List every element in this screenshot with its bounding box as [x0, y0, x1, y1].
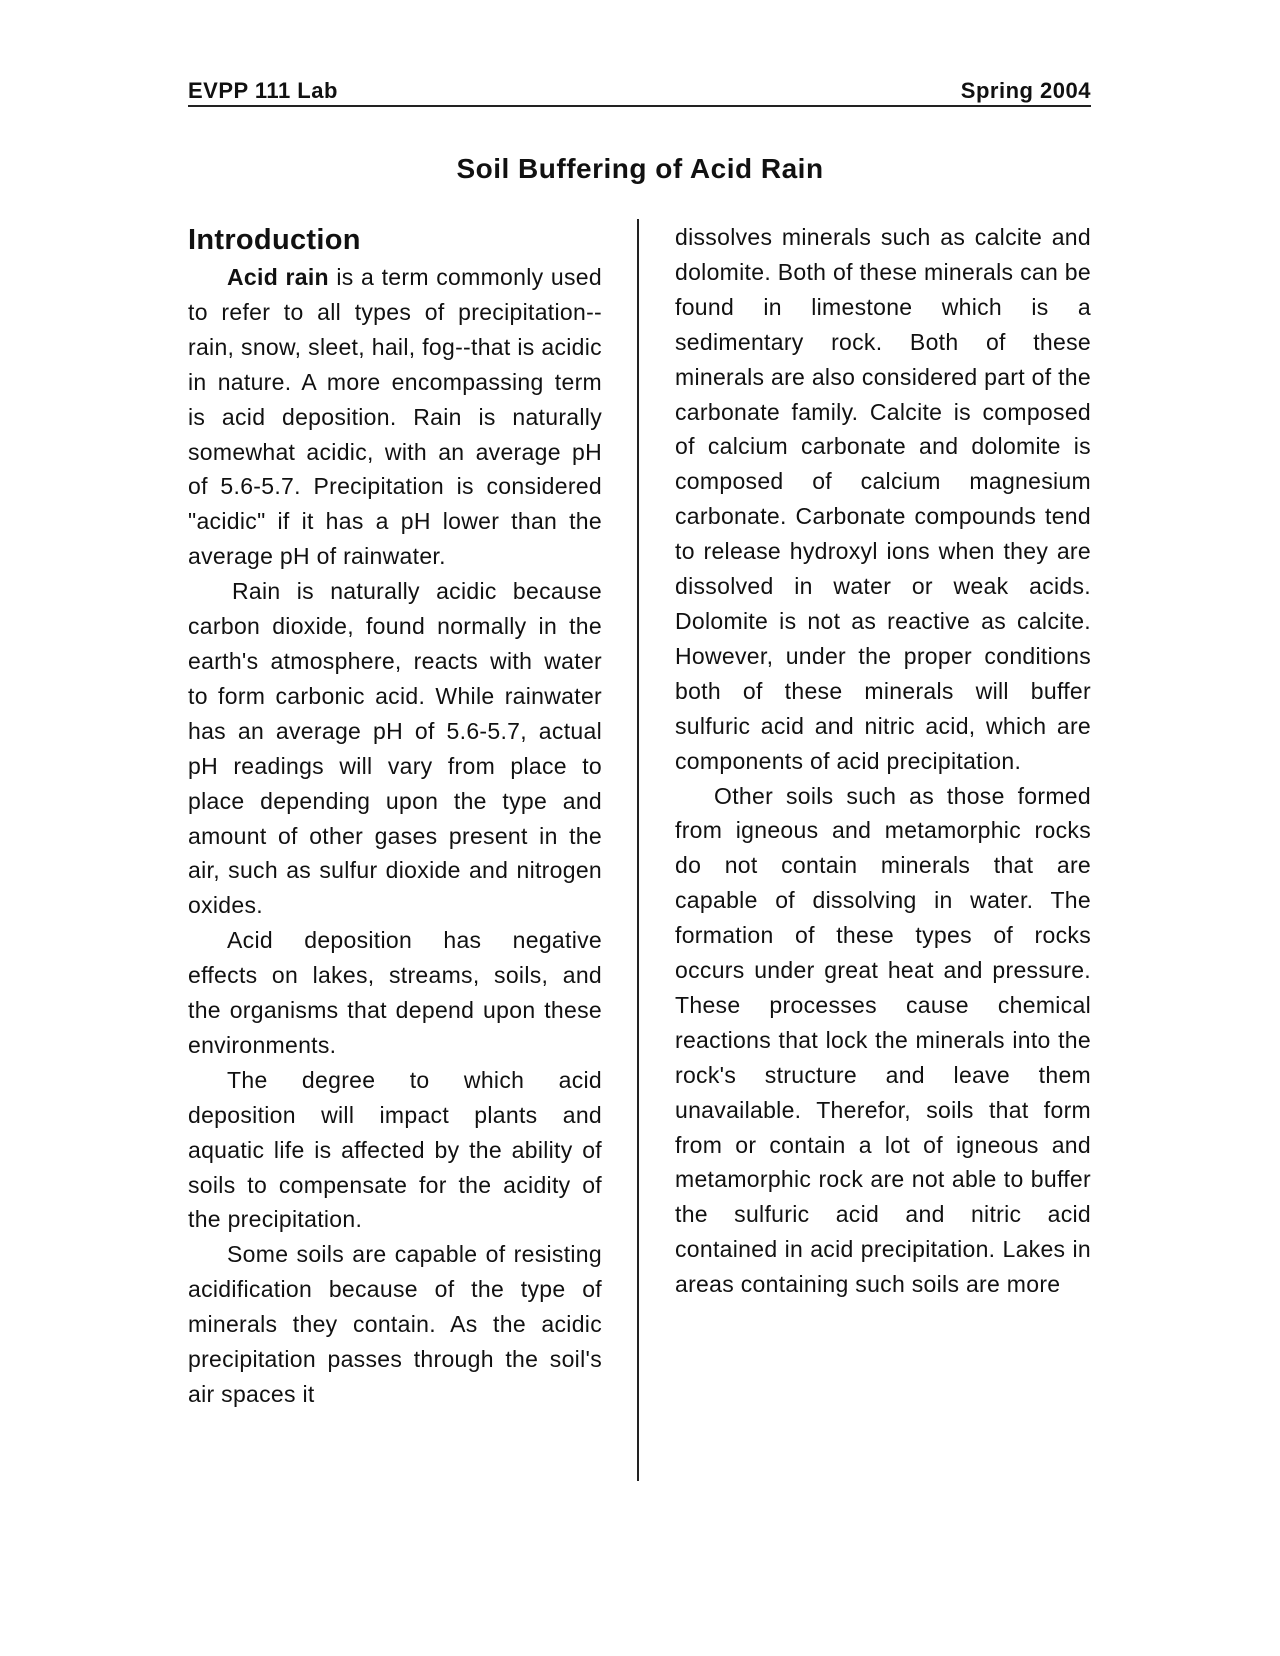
- column-divider: [637, 219, 639, 1481]
- right-column: [675, 220, 1091, 1302]
- paragraph-text: is a term commonly used to refer to all types of precipitation--rain, snow, sleet, hail, fog--that is acidic in nature. A more encompassing term is acid deposition. Rain is naturally somewhat acidic, with an average pH of 5.6-5.7. Precipitation is considered "acidic" if it has a pH lower than the average pH of rainwater.: [188, 264, 602, 570]
- paragraph: Rain is naturally acidic because carbon dioxide, found normally in the earth's atmosphere, reacts with water to form carbonic acid. While rainwater has an average pH of 5.6-5.7, actual pH readings will vary from place to place depending upon the type and amount of other gases present in the air, such as sulfur dioxide and nitrogen oxides.: [188, 578, 602, 919]
- paragraph: Some soils are capable of resisting acidification because of the type of minerals they contain. As the acidic precipitation passes through the soil's air spaces it: [188, 1241, 602, 1407]
- paragraph: dissolves minerals such as calcite and dolomite. Both of these minerals can be found in limestone which is a sedimentary rock. Both of these minerals are also considered part of the carbonate family. Calcite is composed of calcium carbonate and dolomite is composed of calcium magnesium carbonate. Carbonate compounds tend to release hydroxyl ions when they are dissolved in water or weak acids. Dolomite is not as reactive as calcite. However, under the proper conditions both of these minerals will buffer sulfuric acid and nitric acid, which are components of acid precipitation.: [675, 224, 1091, 774]
- paragraph: [188, 260, 602, 574]
- header-term: Spring 2004: [960, 78, 1091, 103]
- paragraph: The degree to which acid deposition will impact plants and aquatic life is affected by the ability of soils to compensate for the acidity of the precipitation.: [188, 1066, 602, 1233]
- paragraph: Other soils such as those formed from igneous and metamorphic rocks do not contain minerals that are capable of dissolving in water. The formation of these types of rocks occurs under great heat and pressure. These processes cause chemical reactions that lock the minerals into the rock's structure and leave them unavailable. Therefor, soils that form from or contain a lot of igneous and metamorphic rock are not able to buffer the sulfuric acid and nitric acid contained in acid precipitation. Lakes in areas containing such soils are more: [675, 782, 1091, 1298]
- header-rule: [188, 105, 1091, 107]
- left-column: [188, 220, 602, 1412]
- key-term: Acid rain: [227, 264, 329, 290]
- paragraph: Acid deposition has negative effects on lakes, streams, soils, and the organisms that depend upon these environments.: [188, 927, 602, 1058]
- page-title: Soil Buffering of Acid Rain: [456, 153, 824, 184]
- header-course: EVPP 111 Lab: [188, 78, 338, 103]
- section-heading: Introduction: [188, 224, 361, 256]
